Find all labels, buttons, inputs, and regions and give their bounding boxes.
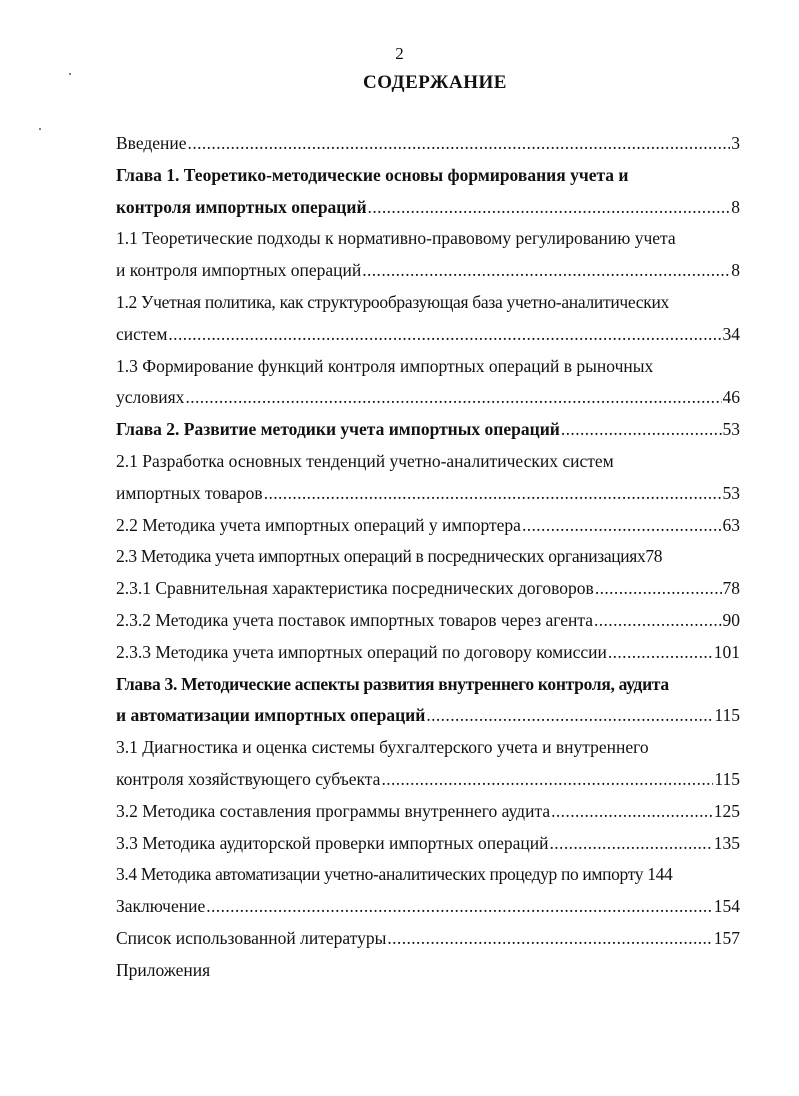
dot-leader <box>381 764 713 796</box>
table-of-contents <box>116 128 740 987</box>
toc-entry-chapter-1 <box>116 160 740 192</box>
toc-entry-page: 3 <box>731 133 740 153</box>
toc-entry-title: Заключение <box>116 896 206 917</box>
dot-leader <box>387 923 712 955</box>
toc-entry-page: 8 <box>731 260 740 281</box>
toc-entry-section-1-3-cont <box>116 382 740 414</box>
toc-entry-section-3-2 <box>116 796 740 828</box>
toc-entry-section-2-1 <box>116 446 740 478</box>
dot-leader <box>522 510 722 542</box>
toc-entry-title: 3.3 Методика аудиторской проверки импортных операций <box>116 832 549 853</box>
dot-leader <box>426 700 713 732</box>
toc-entry-references <box>116 923 740 955</box>
toc-entry-section-2-3-1 <box>116 573 740 605</box>
dot-leader <box>188 128 731 160</box>
toc-entry-title: 1.1 Теоретические подходы к нормативно-правовому регулированию учета <box>116 228 676 249</box>
scan-speck <box>39 128 41 130</box>
toc-entry-page: 34 <box>722 323 740 344</box>
toc-entry-page: 53 <box>722 419 740 440</box>
toc-entry-section-3-1 <box>116 732 740 764</box>
toc-entry-page: 8 <box>731 196 740 217</box>
dot-leader <box>551 796 713 828</box>
toc-entry-section-3-4 <box>116 859 740 891</box>
toc-entry-title: и контроля импортных операций <box>116 260 362 281</box>
toc-entry-title: Приложения <box>116 959 211 980</box>
toc-entry-title: 2.3.2 Методика учета поставок импортных товаров через агента <box>116 609 593 630</box>
toc-entry-page: 46 <box>722 387 740 408</box>
toc-entry-title: Введение <box>116 133 187 153</box>
toc-entry-page: 115 <box>714 705 740 726</box>
dot-leader <box>561 414 722 446</box>
dot-leader <box>185 382 721 414</box>
toc-entry-section-1-2 <box>116 287 740 319</box>
toc-entry-title: 1.3 Формирование функций контроля импортных операций в рыночных <box>116 355 654 376</box>
toc-entry-title: 3.2 Методика составления программы внутреннего аудита <box>116 800 551 821</box>
toc-entry-section-3-3 <box>116 828 740 860</box>
toc-entry-chapter-3 <box>116 669 740 701</box>
toc-entry-page: 101 <box>713 641 740 662</box>
toc-entry-page: 115 <box>714 768 740 789</box>
toc-entry-title: условиях <box>116 387 185 408</box>
dot-leader <box>594 605 722 637</box>
dot-leader <box>362 255 730 287</box>
toc-entry-page: 125 <box>713 800 740 821</box>
toc-entry-title: Глава 3. Методические аспекты развития внутреннего контроля, аудита <box>116 673 669 694</box>
toc-entry-page: 154 <box>713 896 740 917</box>
toc-entry-title: 2.1 Разработка основных тенденций учетно-аналитических систем <box>116 450 614 471</box>
dot-leader <box>264 478 722 510</box>
toc-entry-section-2-3-3 <box>116 637 740 669</box>
toc-entry-section-2-2 <box>116 510 740 542</box>
toc-entry-title: контроля хозяйствующего субъекта <box>116 768 381 789</box>
page-title: СОДЕРЖАНИЕ <box>363 72 507 93</box>
scan-speck <box>69 73 71 75</box>
toc-entry-title: Глава 2. Развитие методики учета импортных операций <box>116 419 560 440</box>
toc-entry-section-1-2-cont <box>116 319 740 351</box>
toc-entry-chapter-2 <box>116 414 740 446</box>
toc-entry-page: 90 <box>722 609 740 630</box>
toc-entry-title: 2.3.3 Методика учета импортных операций по договору комиссии <box>116 641 607 662</box>
toc-entry-title: 2.3 Методика учета импортных операций в посреднических организациях78 <box>116 546 663 567</box>
toc-entry-title: 1.2 Учетная политика, как структурообразующая база учетно-аналитических <box>116 291 669 312</box>
toc-entry-page: 157 <box>713 927 740 948</box>
toc-entry-introduction <box>116 128 740 160</box>
toc-entry-section-3-1-cont <box>116 764 740 796</box>
toc-entry-conclusion <box>116 891 740 923</box>
page-number: 2 <box>395 44 404 63</box>
toc-entry-title: контроля импортных операций <box>116 196 367 217</box>
toc-entry-title: 3.1 Диагностика и оценка системы бухгалтерского учета и внутреннего <box>116 737 649 758</box>
toc-entry-page: 78 <box>722 578 740 599</box>
dot-leader <box>168 319 721 351</box>
toc-entry-title: Список использованной литературы <box>116 927 387 948</box>
toc-entry-title: 2.2 Методика учета импортных операций у импортера <box>116 514 521 535</box>
toc-entry-chapter-1-cont <box>116 192 740 224</box>
toc-entry-title: 3.4 Методика автоматизации учетно-аналитических процедур по импорту 144 <box>116 864 673 885</box>
toc-entry-appendices <box>116 955 740 987</box>
toc-entry-title: систем <box>116 323 168 344</box>
toc-entry-title: и автоматизации импортных операций <box>116 705 426 726</box>
toc-entry-page: 63 <box>722 514 740 535</box>
dot-leader <box>206 891 713 923</box>
toc-entry-section-2-3-2 <box>116 605 740 637</box>
toc-entry-section-1-3 <box>116 351 740 383</box>
dot-leader <box>595 573 722 605</box>
toc-entry-page: 135 <box>713 832 740 853</box>
toc-entry-title: импортных товаров <box>116 482 263 503</box>
dot-leader <box>550 828 713 860</box>
toc-entry-section-2-3 <box>116 541 740 573</box>
dot-leader <box>368 192 731 224</box>
toc-entry-chapter-3-cont <box>116 700 740 732</box>
toc-entry-section-1-1-cont <box>116 255 740 287</box>
toc-entry-title: 2.3.1 Сравнительная характеристика посреднических договоров <box>116 578 594 599</box>
toc-entry-title: Глава 1. Теоретико-методические основы формирования учета и <box>116 164 629 185</box>
dot-leader <box>608 637 713 669</box>
toc-entry-section-1-1 <box>116 223 740 255</box>
toc-entry-page: 53 <box>722 482 740 503</box>
toc-entry-section-2-1-cont <box>116 478 740 510</box>
